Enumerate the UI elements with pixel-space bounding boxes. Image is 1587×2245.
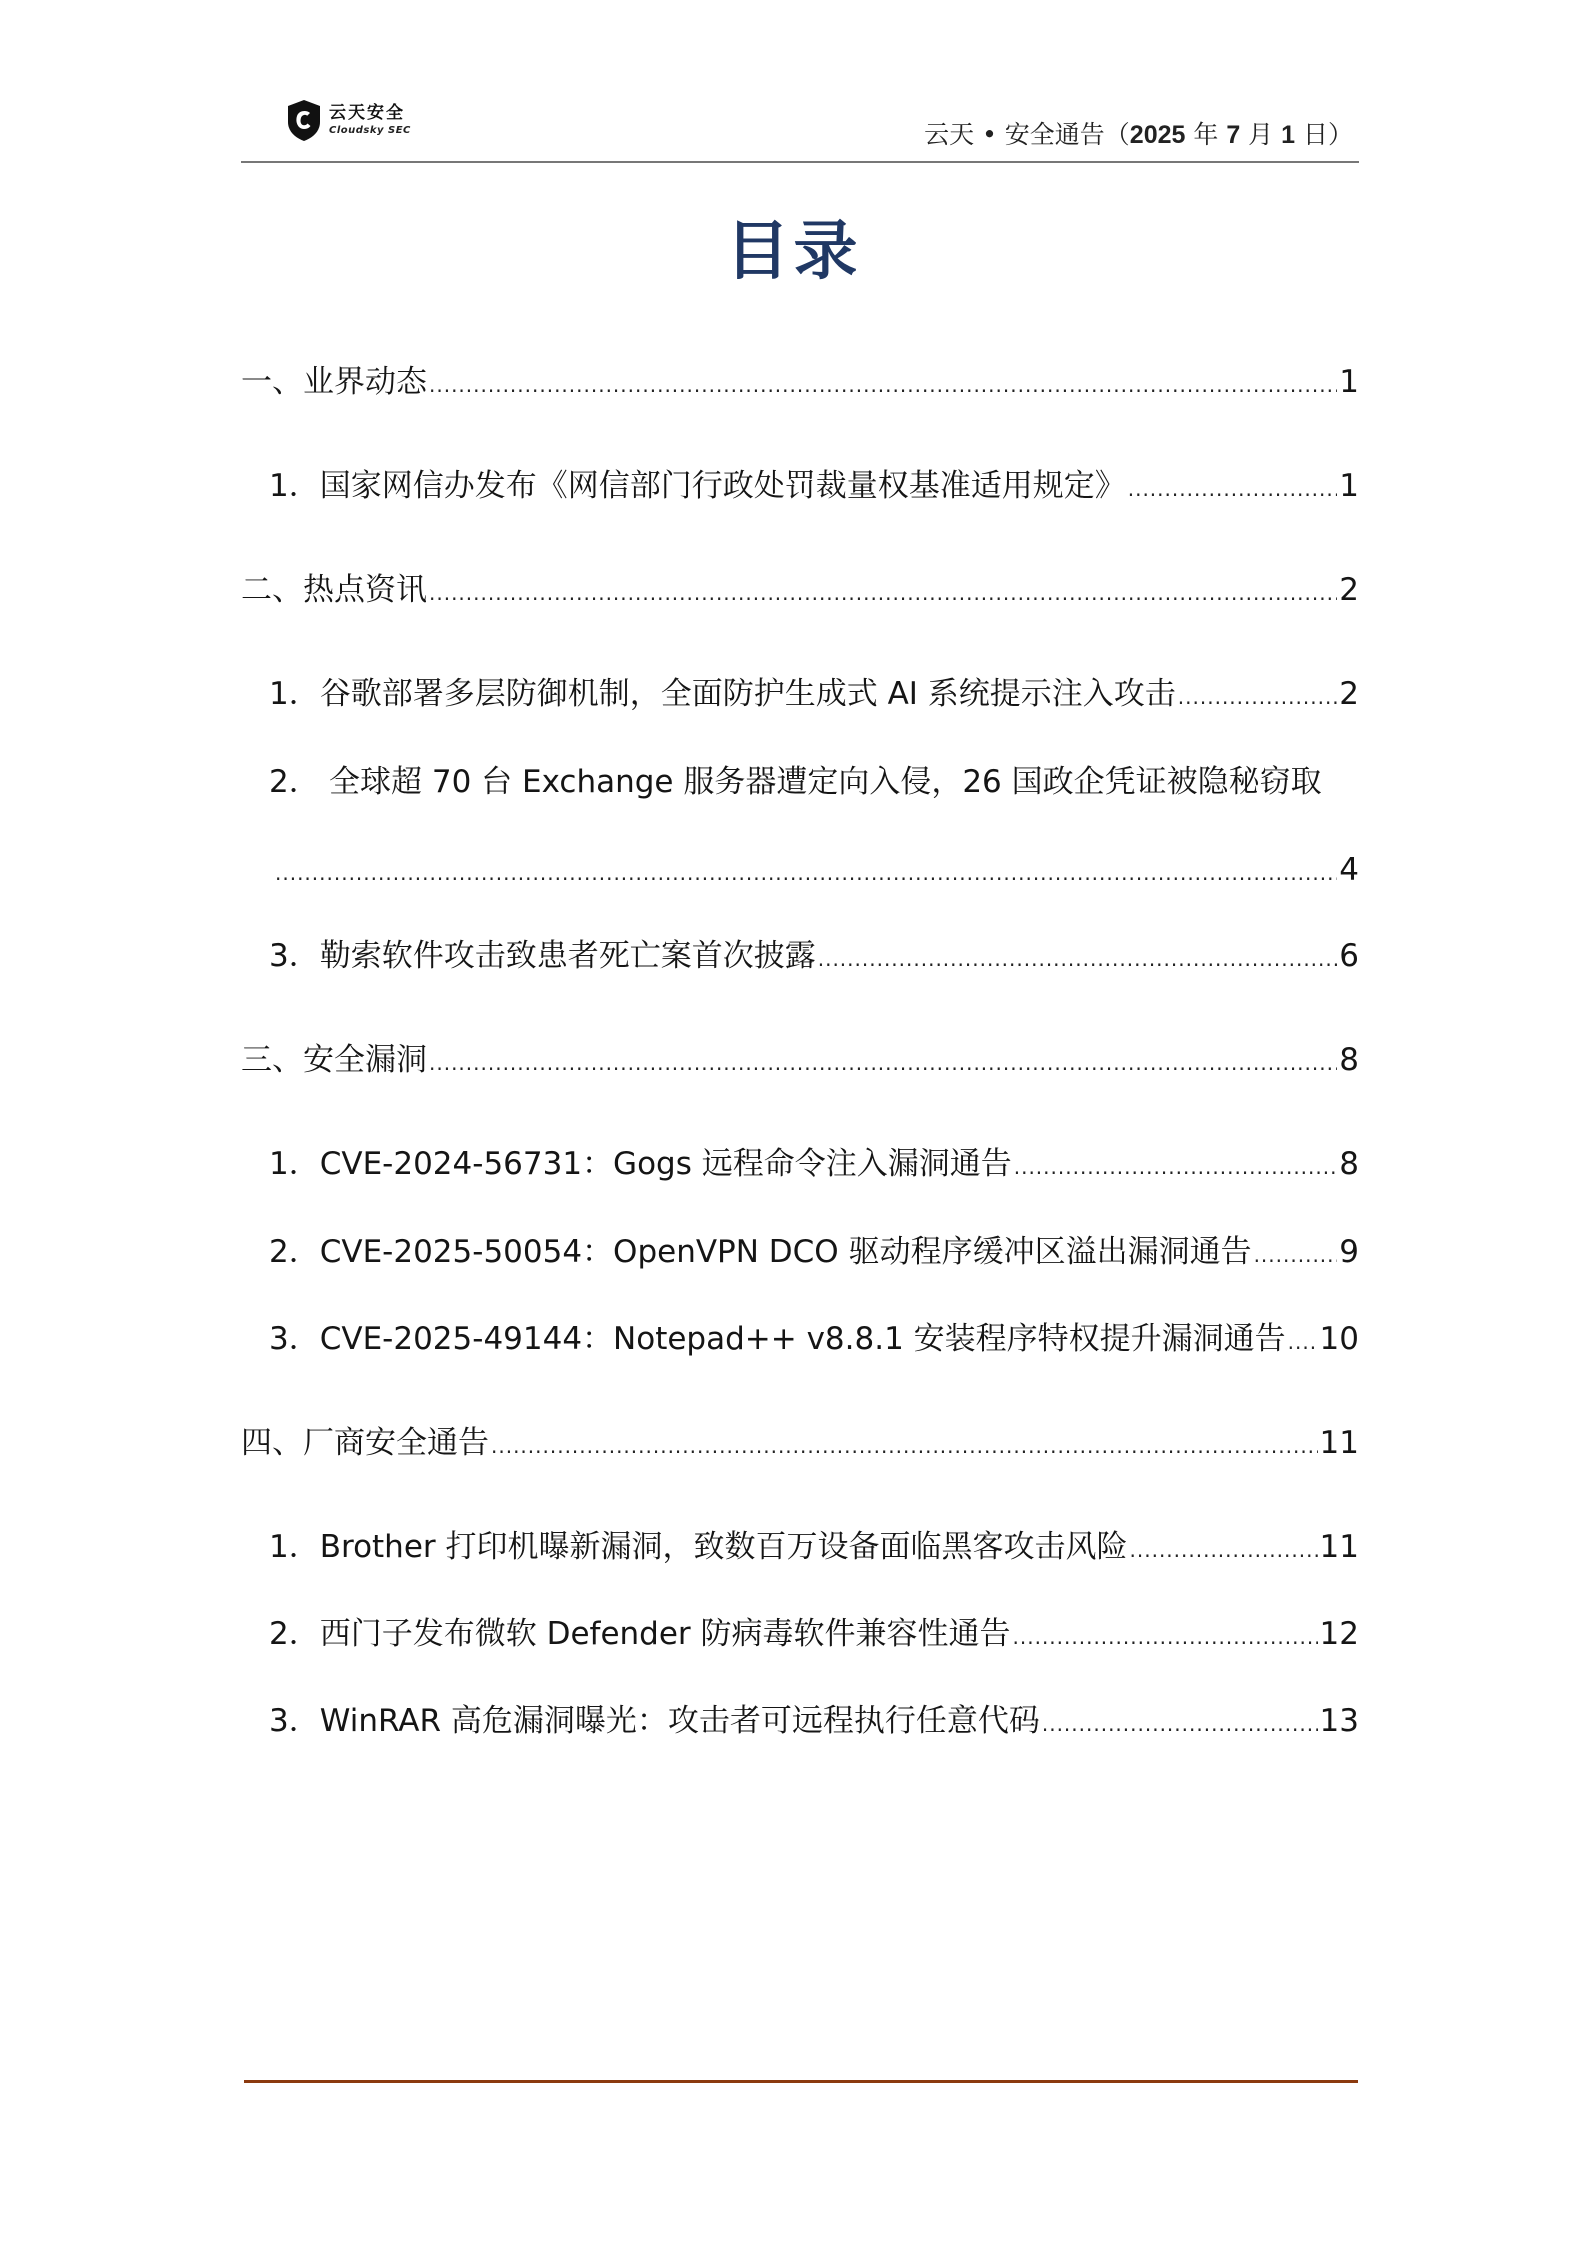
bulletin-month: 7	[1226, 121, 1241, 149]
toc-leader-dots	[1178, 687, 1337, 707]
toc-item[interactable]	[269, 1529, 1359, 1565]
toc-leader-dots	[1254, 1245, 1338, 1265]
toc-number: 2．	[269, 764, 320, 800]
toc-number: 3．	[269, 1703, 320, 1739]
toc-title: 安全漏洞	[303, 1042, 427, 1078]
toc-page-number: 2	[1339, 572, 1359, 608]
day-unit: 日）	[1295, 120, 1353, 149]
toc-leader-dots	[429, 583, 1337, 603]
toc-leader-dots	[275, 863, 1337, 883]
toc-title: CVE-2025-49144：Notepad++ v8.8.1 安装程序特权提升漏洞通告	[319, 1321, 1286, 1357]
toc-leader-dots	[1130, 1540, 1318, 1560]
toc-item-continuation[interactable]	[275, 852, 1359, 888]
toc-leader-dots	[1042, 1714, 1318, 1734]
bulletin-prefix: 云天 • 安全通告（	[924, 120, 1130, 149]
toc-item-wrapped-title[interactable]	[269, 764, 1359, 800]
toc-item[interactable]	[269, 1616, 1359, 1652]
bulletin-day: 1	[1281, 121, 1296, 149]
year-unit: 年	[1185, 120, 1227, 149]
toc-title: 勒索软件攻击致患者死亡案首次披露	[319, 938, 816, 974]
toc-item[interactable]	[269, 938, 1359, 974]
toc-page-number: 4	[1339, 852, 1359, 888]
toc-title: CVE-2024-56731：Gogs 远程命令注入漏洞通告	[319, 1146, 1012, 1182]
toc-title: 国家网信办发布《网信部门行政处罚裁量权基准适用规定》	[319, 468, 1126, 504]
toc-number: 3．	[269, 938, 320, 974]
toc-number: 1．	[269, 468, 320, 504]
toc-title: 西门子发布微软 Defender 防病毒软件兼容性通告	[319, 1616, 1011, 1652]
toc-page-number: 11	[1319, 1425, 1359, 1461]
toc-page-number: 10	[1319, 1321, 1359, 1357]
toc-title: 全球超 70 台 Exchange 服务器遭定向入侵，26 国政企凭证被隐秘窃取	[329, 764, 1322, 800]
toc-page-number: 11	[1319, 1529, 1359, 1565]
toc-number: 一、	[241, 364, 303, 400]
toc-section-vendor-advisories[interactable]	[241, 1425, 1359, 1461]
toc-section-vulnerabilities[interactable]	[241, 1042, 1359, 1078]
toc-title: 热点资讯	[303, 572, 427, 608]
toc-title: CVE-2025-50054：OpenVPN DCO 驱动程序缓冲区溢出漏洞通告	[319, 1234, 1252, 1270]
shield-logo-icon	[285, 98, 323, 142]
toc-leader-dots	[1128, 479, 1338, 499]
toc-page-number: 13	[1319, 1703, 1359, 1739]
toc-leader-dots	[1288, 1332, 1318, 1352]
toc-page-number: 1	[1339, 468, 1359, 504]
toc-leader-dots	[491, 1436, 1318, 1456]
logo-english-name: Cloudsky SEC	[329, 124, 411, 136]
bulletin-date-label	[924, 115, 1353, 151]
toc-page-number: 12	[1319, 1616, 1359, 1652]
month-unit: 月	[1240, 120, 1282, 149]
toc-page-number: 1	[1339, 364, 1359, 400]
toc-title: 谷歌部署多层防御机制，全面防护生成式 AI 系统提示注入攻击	[319, 676, 1176, 712]
toc-title: Brother 打印机曝新漏洞，致数百万设备面临黑客攻击风险	[319, 1529, 1128, 1565]
toc-number: 1．	[269, 1529, 320, 1565]
toc-title: 业界动态	[303, 364, 427, 400]
footer-divider	[244, 2080, 1358, 2083]
toc-number: 2．	[269, 1234, 320, 1270]
toc-number: 1．	[269, 1146, 320, 1182]
toc-item[interactable]	[269, 468, 1359, 504]
toc-leader-dots	[1013, 1627, 1318, 1647]
page-title: 目录	[725, 215, 862, 289]
toc-leader-dots	[818, 949, 1338, 969]
toc-item[interactable]	[269, 1146, 1359, 1182]
toc-item[interactable]	[269, 1234, 1359, 1270]
toc-leader-dots	[1014, 1157, 1338, 1177]
toc-page-number: 6	[1339, 938, 1359, 974]
toc-page-number: 8	[1339, 1146, 1359, 1182]
bulletin-year: 2025	[1129, 121, 1186, 149]
toc-number: 三、	[241, 1042, 303, 1078]
toc-page-number: 8	[1339, 1042, 1359, 1078]
toc-item[interactable]	[269, 676, 1359, 712]
toc-leader-dots	[429, 375, 1337, 395]
toc-number: 2．	[269, 1616, 320, 1652]
toc-page-number: 9	[1339, 1234, 1359, 1270]
toc-section-hot-news[interactable]	[241, 572, 1359, 608]
toc-leader-dots	[429, 1053, 1337, 1073]
brand-logo	[285, 97, 411, 143]
toc-title: 厂商安全通告	[303, 1425, 489, 1461]
toc-number: 二、	[241, 572, 303, 608]
toc-section-industry-news[interactable]	[241, 364, 1359, 400]
toc-item[interactable]	[269, 1703, 1359, 1739]
toc-number: 3．	[269, 1321, 320, 1357]
toc-number: 四、	[241, 1425, 303, 1461]
toc-number: 1．	[269, 676, 320, 712]
page-header	[241, 95, 1359, 163]
toc-title: WinRAR 高危漏洞曝光：攻击者可远程执行任意代码	[319, 1703, 1040, 1739]
toc-item[interactable]	[269, 1321, 1359, 1357]
toc-page-number: 2	[1339, 676, 1359, 712]
logo-chinese-name: 云天安全	[329, 102, 405, 123]
